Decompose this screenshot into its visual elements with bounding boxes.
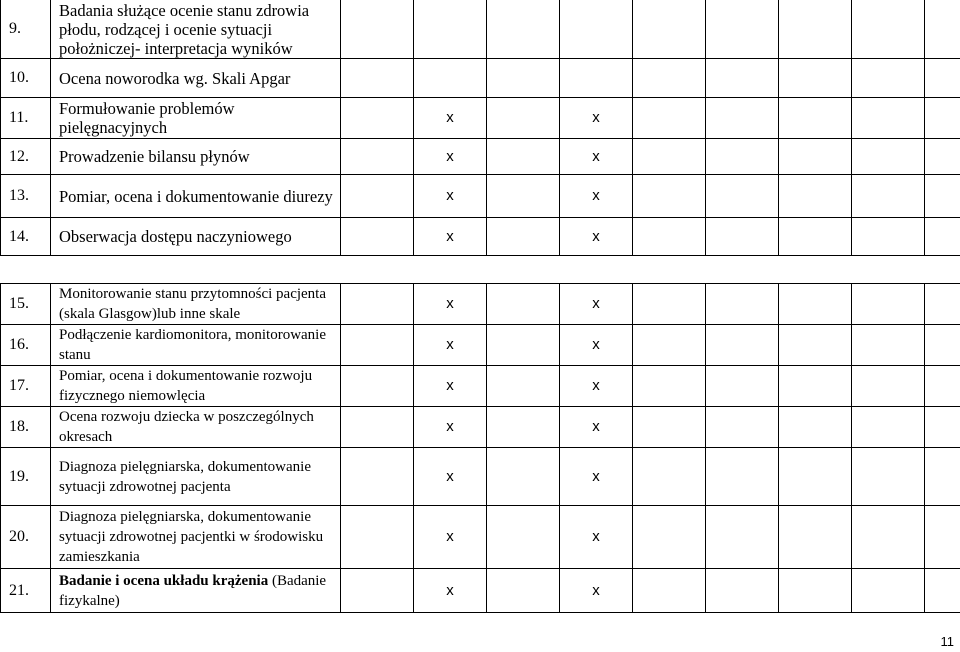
mark-cell — [633, 448, 706, 506]
row-number: 16. — [1, 325, 51, 366]
mark-x: x — [446, 418, 454, 435]
mark-cell — [779, 59, 852, 98]
mark-cell — [341, 98, 414, 139]
mark-cell — [779, 569, 852, 613]
mark-cell — [341, 448, 414, 506]
row-number: 17. — [1, 366, 51, 407]
skill-name: Pomiar, ocena i dokumentowanie rozwoju fizycznego niemowlęcia — [51, 366, 341, 407]
mark-x: x — [446, 377, 454, 394]
mark-cell — [852, 407, 925, 448]
table-row — [1, 325, 960, 366]
mark-cell — [487, 218, 560, 256]
mark-cell — [341, 218, 414, 256]
skill-name: Ocena noworodka wg. Skali Apgar — [51, 59, 341, 98]
skill-name: Diagnoza pielęgniarska, dokumentowanie sytuacji zdrowotnej pacjenta — [51, 448, 341, 506]
mark-cell — [560, 407, 633, 448]
page-number: 11 — [940, 634, 954, 649]
row-number: 20. — [1, 506, 51, 569]
mark-cell — [706, 284, 779, 325]
row-number: 13. — [1, 175, 51, 218]
mark-cell — [852, 366, 925, 407]
mark-cell — [852, 506, 925, 569]
mark-cell — [633, 98, 706, 139]
mark-cell — [414, 325, 487, 366]
row-number: 18. — [1, 407, 51, 448]
mark-cell — [341, 407, 414, 448]
row-number: 11. — [1, 98, 51, 139]
mark-cell — [779, 139, 852, 175]
mark-cell — [706, 218, 779, 256]
mark-cell — [706, 175, 779, 218]
mark-cell — [925, 218, 960, 256]
mark-cell — [341, 284, 414, 325]
mark-cell — [487, 98, 560, 139]
mark-cell — [341, 139, 414, 175]
mark-cell — [414, 0, 487, 59]
mark-cell — [633, 175, 706, 218]
mark-cell — [706, 506, 779, 569]
mark-cell — [414, 366, 487, 407]
mark-cell — [414, 98, 487, 139]
mark-cell — [487, 59, 560, 98]
mark-cell — [852, 448, 925, 506]
mark-x: x — [592, 528, 600, 545]
skill-name: Formułowanie problemów pielęgnacyjnych — [51, 98, 341, 139]
mark-cell — [341, 0, 414, 59]
mark-cell — [706, 366, 779, 407]
mark-cell — [706, 325, 779, 366]
table-row — [1, 59, 960, 98]
mark-cell — [414, 506, 487, 569]
mark-cell — [414, 175, 487, 218]
mark-cell — [925, 139, 960, 175]
mark-cell — [560, 59, 633, 98]
mark-cell — [341, 325, 414, 366]
mark-cell — [560, 284, 633, 325]
mark-cell — [779, 218, 852, 256]
mark-cell — [706, 139, 779, 175]
mark-cell — [341, 569, 414, 613]
mark-x: x — [446, 528, 454, 545]
table-top-body — [1, 0, 960, 256]
mark-cell — [560, 218, 633, 256]
table-row — [1, 0, 960, 59]
skill-name: Ocena rozwoju dziecka w poszczególnych okresach — [51, 407, 341, 448]
mark-cell — [487, 139, 560, 175]
mark-cell — [852, 175, 925, 218]
skill-name: Badania służące ocenie stanu zdrowia płodu, rodzącej i ocenie sytuacji położniczej- interpretacja wyników — [51, 0, 341, 59]
mark-cell — [925, 98, 960, 139]
mark-cell — [633, 218, 706, 256]
mark-cell — [852, 284, 925, 325]
mark-cell — [779, 448, 852, 506]
table-row — [1, 506, 960, 569]
mark-cell — [779, 366, 852, 407]
mark-cell — [560, 139, 633, 175]
mark-cell — [633, 325, 706, 366]
mark-cell — [560, 0, 633, 59]
table-bottom-body — [1, 284, 960, 613]
skill-name: Pomiar, ocena i dokumentowanie diurezy — [51, 175, 341, 218]
mark-cell — [925, 175, 960, 218]
mark-cell — [852, 98, 925, 139]
mark-x: x — [592, 336, 600, 353]
mark-cell — [341, 59, 414, 98]
row-number: 10. — [1, 59, 51, 98]
mark-cell — [633, 569, 706, 613]
mark-cell — [560, 175, 633, 218]
mark-cell — [779, 284, 852, 325]
skill-name: Diagnoza pielęgniarska, dokumentowanie sytuacji zdrowotnej pacjentki w środowisku zamieszkania — [51, 506, 341, 569]
mark-cell — [706, 407, 779, 448]
row-number: 21. — [1, 569, 51, 613]
mark-x: x — [592, 109, 600, 126]
mark-x: x — [592, 147, 600, 165]
mark-cell — [633, 506, 706, 569]
mark-cell — [925, 325, 960, 366]
table-row — [1, 139, 960, 175]
mark-cell — [414, 139, 487, 175]
mark-cell — [341, 175, 414, 218]
mark-cell — [852, 569, 925, 613]
mark-cell — [560, 506, 633, 569]
mark-cell — [925, 569, 960, 613]
mark-cell — [633, 139, 706, 175]
mark-cell — [560, 98, 633, 139]
table-row — [1, 284, 960, 325]
mark-cell — [706, 569, 779, 613]
mark-cell — [487, 448, 560, 506]
mark-cell — [925, 506, 960, 569]
row-number: 9. — [1, 0, 51, 59]
skill-name: Prowadzenie bilansu płynów — [51, 139, 341, 175]
mark-x: x — [446, 227, 454, 245]
mark-cell — [487, 284, 560, 325]
row-number: 14. — [1, 218, 51, 256]
mark-cell — [925, 59, 960, 98]
mark-cell — [633, 0, 706, 59]
skills-table-top — [0, 0, 960, 256]
mark-cell — [925, 448, 960, 506]
mark-cell — [706, 98, 779, 139]
mark-cell — [852, 59, 925, 98]
mark-cell — [925, 366, 960, 407]
mark-cell — [487, 175, 560, 218]
mark-cell — [487, 569, 560, 613]
mark-cell — [633, 284, 706, 325]
row-number: 15. — [1, 284, 51, 325]
mark-cell — [487, 325, 560, 366]
mark-cell — [925, 284, 960, 325]
table-row — [1, 366, 960, 407]
mark-cell — [925, 0, 960, 59]
mark-x: x — [446, 187, 454, 204]
mark-cell — [706, 0, 779, 59]
mark-cell — [414, 218, 487, 256]
skill-name-bold: Badanie i ocena układu krążenia — [59, 572, 269, 589]
mark-x: x — [592, 418, 600, 435]
mark-cell — [779, 407, 852, 448]
mark-cell — [779, 325, 852, 366]
mark-cell — [852, 0, 925, 59]
mark-cell — [852, 139, 925, 175]
mark-cell — [633, 59, 706, 98]
mark-x: x — [446, 295, 454, 312]
mark-x: x — [446, 109, 454, 126]
mark-cell — [487, 407, 560, 448]
mark-x: x — [446, 581, 454, 599]
mark-cell — [487, 366, 560, 407]
mark-x: x — [446, 147, 454, 165]
table-row — [1, 569, 960, 613]
mark-cell — [925, 407, 960, 448]
skill-name: Monitorowanie stanu przytomności pacjenta (skala Glasgow)lub inne skale — [51, 284, 341, 325]
mark-cell — [487, 0, 560, 59]
mark-x: x — [446, 336, 454, 353]
mark-cell — [560, 448, 633, 506]
mark-cell — [414, 448, 487, 506]
row-number: 19. — [1, 448, 51, 506]
mark-x: x — [592, 187, 600, 204]
skills-table-bottom — [0, 283, 960, 613]
mark-x: x — [446, 467, 454, 485]
mark-cell — [414, 59, 487, 98]
mark-cell — [852, 325, 925, 366]
table-row — [1, 218, 960, 256]
mark-cell — [633, 407, 706, 448]
mark-x: x — [592, 227, 600, 245]
mark-x: x — [592, 377, 600, 394]
skill-name: Obserwacja dostępu naczyniowego — [51, 218, 341, 256]
mark-cell — [341, 366, 414, 407]
mark-cell — [852, 218, 925, 256]
mark-cell — [706, 59, 779, 98]
table-row — [1, 98, 960, 139]
mark-cell — [414, 407, 487, 448]
mark-cell — [414, 284, 487, 325]
table-row — [1, 175, 960, 218]
mark-cell — [779, 0, 852, 59]
mark-cell — [633, 366, 706, 407]
mark-x: x — [592, 295, 600, 312]
table-row — [1, 407, 960, 448]
skill-name: Podłączenie kardiomonitora, monitorowanie stanu — [51, 325, 341, 366]
mark-cell — [560, 569, 633, 613]
mark-cell — [779, 506, 852, 569]
mark-cell — [779, 98, 852, 139]
row-number: 12. — [1, 139, 51, 175]
mark-cell — [487, 506, 560, 569]
mark-x: x — [592, 467, 600, 485]
mark-cell — [560, 366, 633, 407]
table-row — [1, 448, 960, 506]
mark-cell — [560, 325, 633, 366]
mark-cell — [779, 175, 852, 218]
skill-name: Badanie i ocena układu krążenia (Badanie fizykalne) — [51, 569, 341, 613]
mark-x: x — [592, 581, 600, 599]
mark-cell — [341, 506, 414, 569]
mark-cell — [414, 569, 487, 613]
mark-cell — [706, 448, 779, 506]
